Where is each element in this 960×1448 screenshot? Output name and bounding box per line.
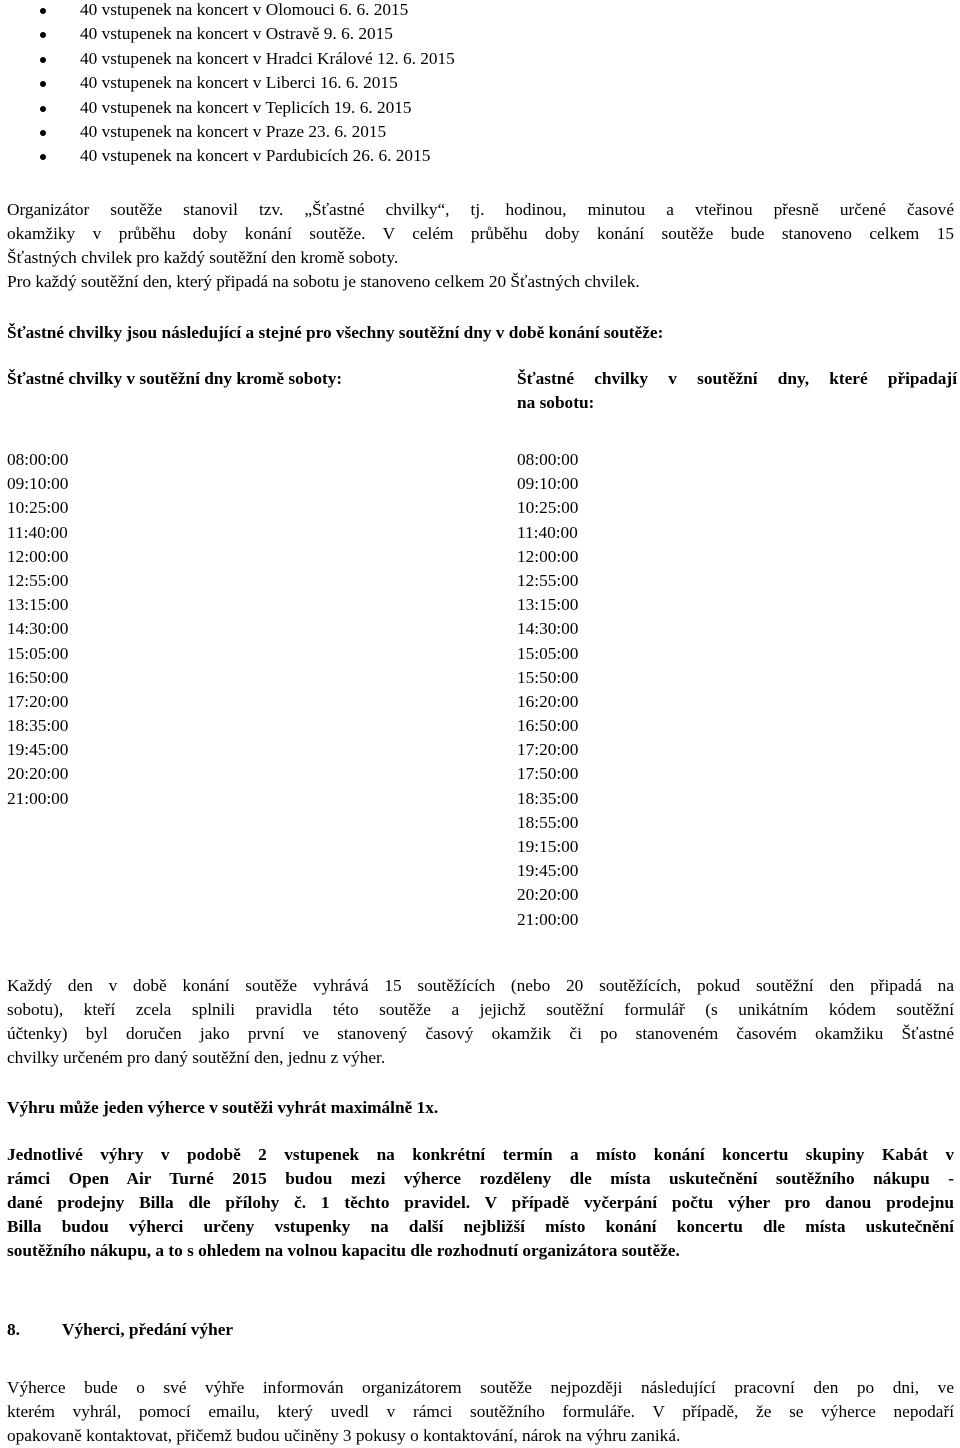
list-item: 40 vstupenek na koncert v Pardubicích 26. 6. 2015: [0, 144, 960, 168]
time-value: 15:50:00: [517, 667, 579, 687]
list-item: 40 vstupenek na koncert v Teplicích 19. 6. 2015: [0, 96, 960, 120]
time-value: 08:00:00: [517, 450, 579, 469]
bullet-icon: [40, 8, 46, 14]
weekday-heading: Šťastné chvilky v soutěžní dny kromě soboty:: [7, 369, 343, 388]
time-value: 11:40:00: [517, 522, 578, 542]
time-value: 13:15:00: [7, 595, 69, 615]
time-value: 20:20:00: [7, 764, 69, 784]
time-value: 19:45:00: [7, 740, 69, 760]
concert-list: [0, 0, 960, 169]
weekday-times: [7, 448, 68, 811]
intro-paragraph: Organizátor soutěže stanovil tzv. „Šťastné chvilky“, tj. hodinou, minutou a vteřinou přesně určené časové okamžiky v průběhu doby konání soutěže. V celém průběhu doby konání soutěže bude stanoveno celkem 15 Šťastných chvilek pro každý soutěžní den kromě soboty. Pro každý soutěžní den, který připadá na sobotu je stanoveno celkem 20 Šťastných chvilek.: [7, 200, 954, 291]
list-item: 40 vstupenek na koncert v Praze 23. 6. 2015: [0, 120, 960, 144]
bullet-icon: [40, 32, 46, 38]
time-value: 18:35:00: [517, 788, 579, 808]
time-value: 16:20:00: [517, 691, 579, 711]
list-item: 40 vstupenek na koncert v Olomouci 6. 6. 2015: [0, 0, 960, 22]
times-heading: Šťastné chvilky jsou následující a stejné pro všechny soutěžní dny v době konání soutěže:: [7, 323, 664, 342]
time-value: 12:55:00: [7, 570, 69, 590]
section-number: 8.: [7, 1320, 20, 1339]
time-value: 20:20:00: [517, 885, 579, 905]
bullet-icon: [40, 81, 46, 87]
time-value: 21:00:00: [7, 788, 69, 808]
time-value: 14:30:00: [517, 619, 579, 639]
time-value: 12:00:00: [7, 546, 69, 566]
time-value: 08:00:00: [7, 450, 69, 469]
time-value: 17:50:00: [517, 764, 579, 784]
list-item: 40 vstupenek na koncert v Liberci 16. 6. 2015: [0, 71, 960, 95]
bullet-icon: [40, 154, 46, 160]
time-value: 19:45:00: [517, 861, 579, 881]
time-value: 09:10:00: [517, 474, 579, 494]
time-value: 09:10:00: [7, 474, 69, 494]
list-item: 40 vstupenek na koncert v Ostravě 9. 6. 2015: [0, 22, 960, 46]
list-item: 40 vstupenek na koncert v Hradci Králové 12. 6. 2015: [0, 47, 960, 71]
time-value: 17:20:00: [7, 691, 69, 711]
time-value: 10:25:00: [517, 498, 579, 518]
time-value: 13:15:00: [517, 595, 579, 615]
bullet-icon: [40, 57, 46, 63]
time-value: 14:30:00: [7, 619, 69, 639]
time-value: 12:55:00: [517, 570, 579, 590]
saturday-times: [517, 448, 578, 932]
section-title: Výherci, předání výher: [62, 1320, 234, 1339]
time-value: 15:05:00: [7, 643, 69, 663]
prizes-paragraph: Jednotlivé výhry v podobě 2 vstupenek na konkrétní termín a místo konání koncertu skupiny Kabát v rámci Open Air Turné 2015 budou mezi výherce rozděleny dle místa uskutečnění soutěžního nákupu - dané prodejny Billa dle přílohy č. 1 těchto pravidel. V případě vyčerpání počtu výher pro danou prodejnu Billa budou výherci určeny vstupenky na další nejbližší místo konání koncertu dle místa uskutečnění soutěžního nákupu, a to s ohledem na volnou kapacitu dle rozhodnutí organizátora soutěže.: [7, 1145, 954, 1260]
time-value: 16:50:00: [517, 716, 579, 736]
bullet-icon: [40, 106, 46, 112]
saturday-heading: Šťastné chvilky v soutěžní dny, které připadají na sobotu:: [517, 369, 957, 412]
time-value: 10:25:00: [7, 498, 69, 518]
time-value: 19:15:00: [517, 837, 579, 856]
time-value: 18:35:00: [7, 716, 69, 736]
time-value: 18:55:00: [517, 812, 579, 832]
time-value: 17:20:00: [517, 740, 579, 760]
winners-paragraph: Každý den v době konání soutěže vyhrává 15 soutěžících (nebo 20 soutěžících, pokud soutěžní den připadá na sobotu), kteří zcela splnili pravidla této soutěže a jejichž soutěžní formulář (s unikátním kódem soutěžní účtenky) byl doručen jako první ve stanovený časový okamžik či po stanoveném časovém okamžiku Šťastné chvilky určeném pro daný soutěžní den, jednu z výher.: [7, 976, 954, 1067]
time-value: 12:00:00: [517, 546, 579, 566]
time-value: 21:00:00: [517, 909, 579, 929]
bullet-icon: [40, 130, 46, 136]
time-value: 15:05:00: [517, 643, 579, 663]
time-value: 11:40:00: [7, 522, 68, 542]
max-win-note: Výhru může jeden výherce v soutěži vyhrát maximálně 1x.: [7, 1098, 439, 1117]
time-value: 16:50:00: [7, 667, 69, 687]
notify-paragraph: Výherce bude o své výhře informován organizátorem soutěže nejpozději následující pracovní den po dni, ve kterém vyhrál, pomocí emailu, který uvedl v rámci soutěžního formuláře. V případě, že se výherce nepodaří opakovaně kontaktovat, přičemž budou učiněny 3 pokusy o kontaktování, nárok na výhru zaniká.: [7, 1378, 954, 1445]
